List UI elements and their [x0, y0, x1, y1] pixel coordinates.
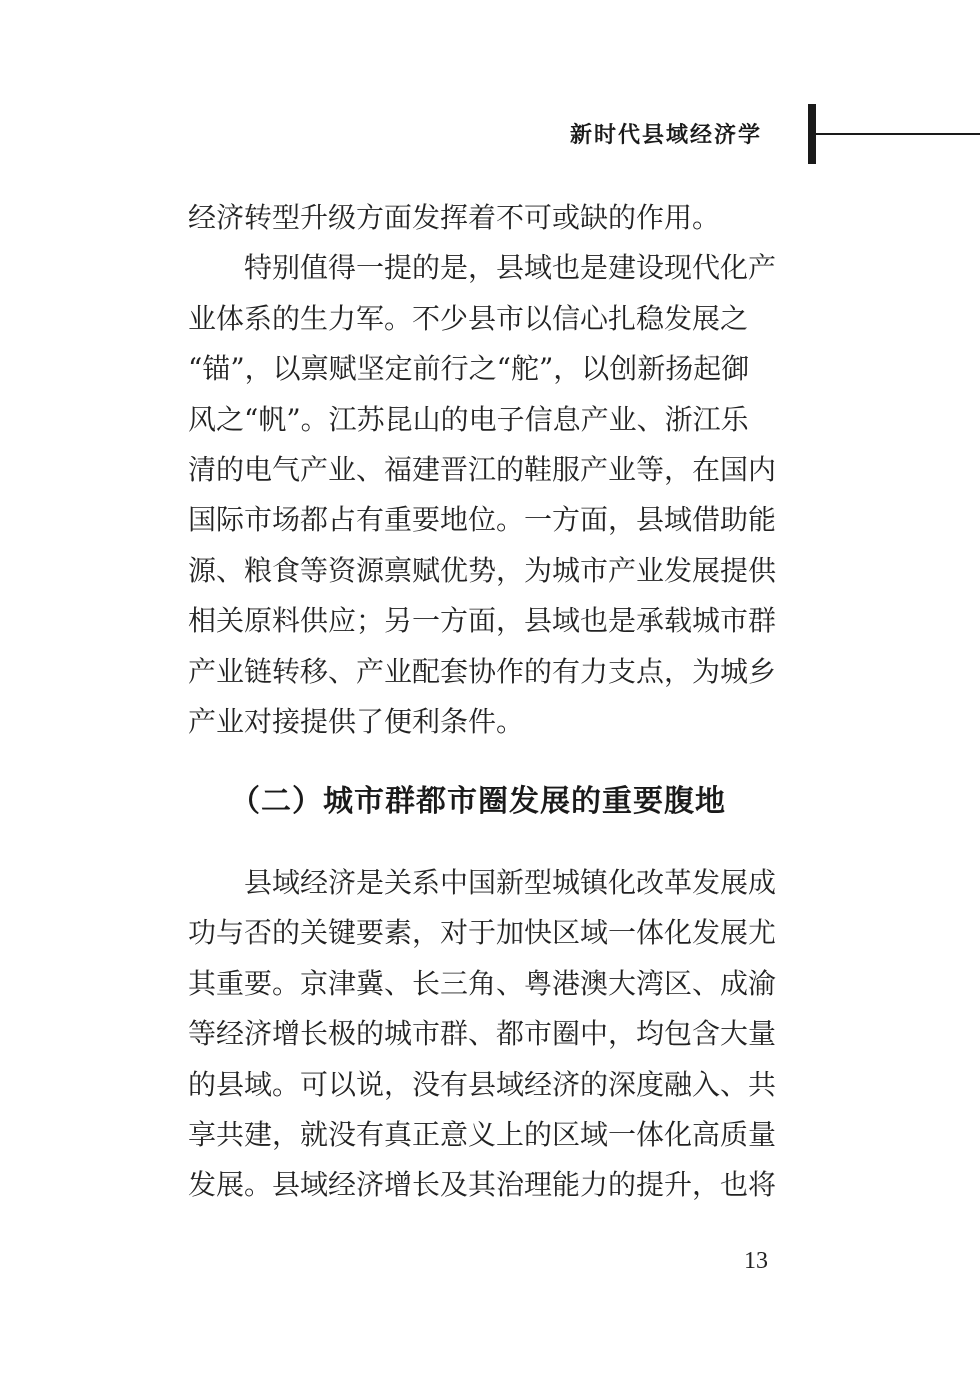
text-line: 国际市场都占有重要地位。一方面，县域借助能 — [188, 503, 777, 537]
running-head — [0, 104, 980, 164]
running-head-title: 新时代县域经济学 — [569, 123, 762, 148]
section-heading: （二）城市群都市圈发展的重要腹地 — [230, 784, 726, 819]
text-line: “锚”，以禀赋坚定前行之“舵”，以创新扬起御 — [188, 352, 750, 386]
paragraph-block-1 — [188, 193, 788, 747]
text-line: 业体系的生力军。不少县市以信心扎稳发展之 — [188, 301, 749, 335]
text-line: 风之“帆”。江苏昆山的电子信息产业、浙江乐 — [188, 402, 749, 436]
text-line: 特别值得一提的是，县域也是建设现代化产 — [188, 251, 777, 285]
text-line: 功与否的关键要素，对于加快区域一体化发展尤 — [188, 916, 777, 950]
running-head-rule — [816, 133, 980, 135]
text-line: 相关原料供应；另一方面，县域也是承载城市群 — [188, 604, 777, 638]
text-line: 的县域。可以说，没有县域经济的深度融入、共 — [188, 1067, 777, 1101]
text-line: 源、粮食等资源禀赋优势，为城市产业发展提供 — [188, 553, 777, 587]
running-head-bar — [808, 104, 816, 164]
text-line: 县域经济是关系中国新型城镇化改革发展成 — [188, 866, 777, 899]
text-line: 发展。县域经济增长及其治理能力的提升，也将 — [188, 1168, 777, 1202]
text-line: 等经济增长极的城市群、都市圈中，均包含大量 — [188, 1017, 777, 1051]
text-line: 其重要。京津冀、长三角、粤港澳大湾区、成渝 — [188, 966, 777, 1000]
text-line: 产业链转移、产业配套协作的有力支点，为城乡 — [188, 654, 777, 688]
paragraph-block-2 — [188, 858, 788, 1211]
text-line: 经济转型升级方面发挥着不可或缺的作用。 — [188, 201, 721, 234]
text-line: 产业对接提供了便利条件。 — [188, 704, 525, 738]
text-line: 清的电气产业、福建晋江的鞋服产业等，在国内 — [188, 452, 777, 486]
text-line: 享共建，就没有真正意义上的区域一体化高质量 — [188, 1117, 777, 1151]
page-number: 13 — [744, 1248, 768, 1274]
